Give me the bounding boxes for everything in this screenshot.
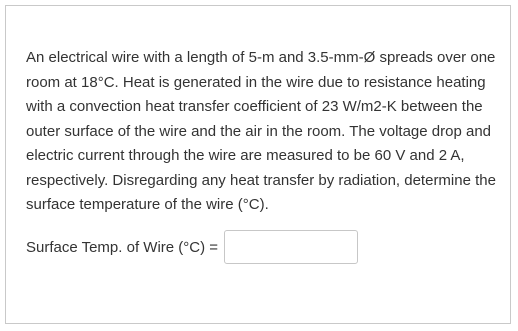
question-text: An electrical wire with a length of 5-m and 3.5-mm-Ø spreads over one room at 18°C. Heat is generated in the wire due to resistance heating with a convection heat transfer coefficient of 23 W/m2-K between the outer surface of the wire and the air in the room. The voltage drop and electric current through the wire are measured to be 60 V and 2 A, respectively. Disregarding any heat transfer by radiation, determine the surface temperature of the wire (°C).: [26, 49, 496, 213]
answer-label: Surface Temp. of Wire (°C) =: [26, 238, 219, 256]
answer-row: [26, 230, 358, 264]
surface-temperature-input[interactable]: [224, 230, 358, 264]
question-card: [5, 5, 511, 324]
